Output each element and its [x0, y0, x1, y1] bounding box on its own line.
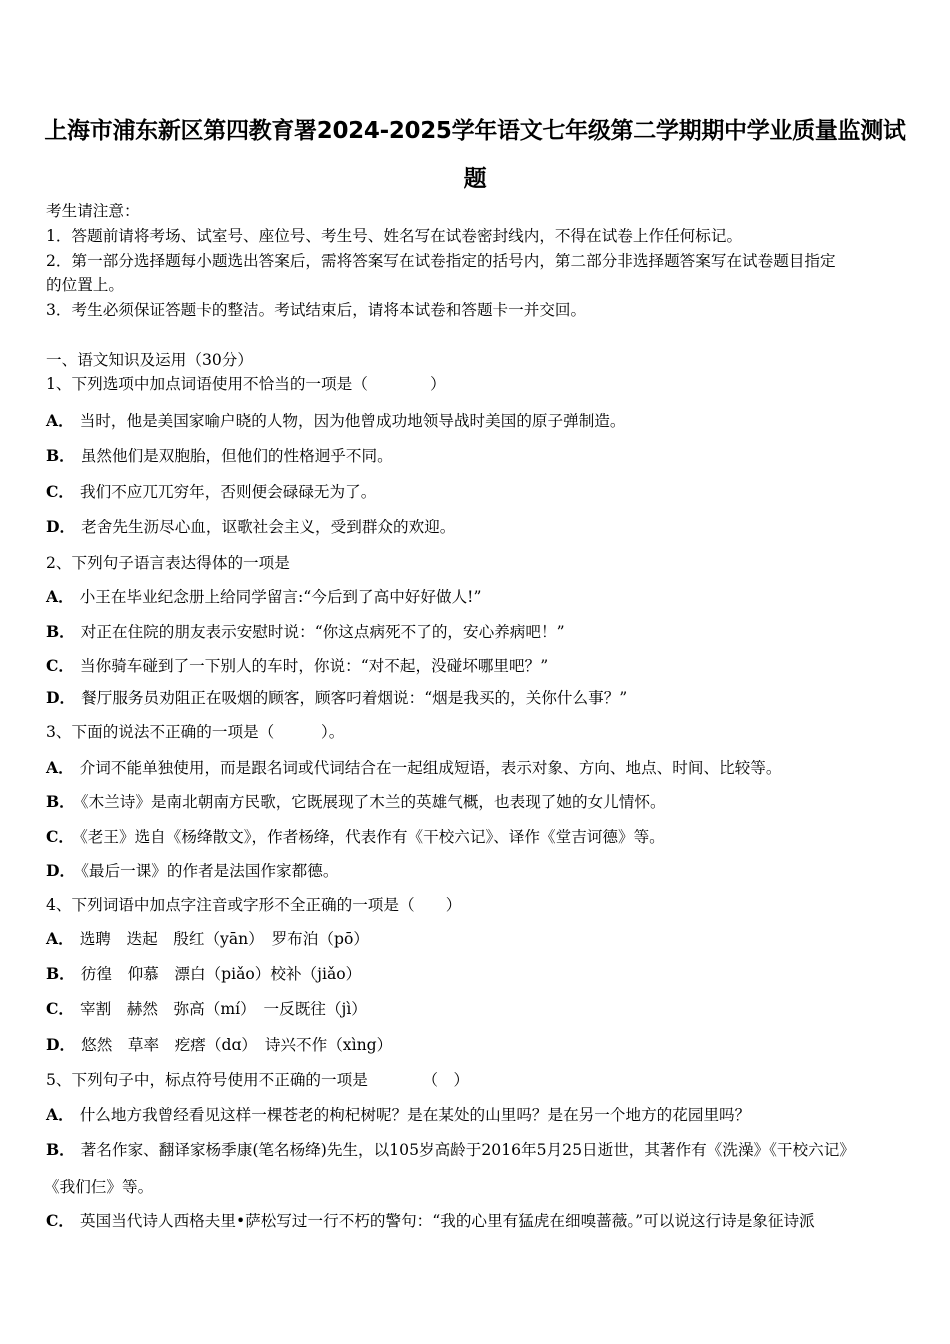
- line-text: 《木兰诗》是南北朝南方民歌，它既展现了木兰的英雄气概，也表现了她的女儿情怀。: [80, 793, 666, 811]
- option-line: [46, 517, 455, 537]
- line-text: 《最后一课》的作者是法国作家都德。: [81, 862, 339, 880]
- option-label: B．: [46, 446, 75, 465]
- option-label: A．: [46, 758, 74, 777]
- option-line: [46, 964, 361, 984]
- text-line: [46, 553, 290, 573]
- option-line: [46, 688, 627, 708]
- line-text: 什么地方我曾经看见这样一棵苍老的枸杞树呢？是在某处的山里吗？是在另一个地方的花园里吗？: [79, 1106, 751, 1124]
- text-line: [46, 300, 586, 320]
- text-line: [46, 895, 461, 915]
- line-text: 英国当代诗人西格夫里•萨松写过一行不朽的警句：“我的心里有猛虎在细嗅蔷薇。”可以说这行诗是象征诗派: [80, 1212, 815, 1230]
- text-line: [44, 1177, 153, 1197]
- line-text: 2．第一部分选择题每小题选出答案后，需将答案写在试卷指定的括号内，第二部分非选择题答案写在试卷题目指定: [46, 252, 836, 270]
- option-label: D．: [46, 1035, 76, 1054]
- option-line: [46, 999, 367, 1019]
- line-text: 著名作家、翻译家杨季康(笔名杨绛)先生，以105岁高龄于2016年5月25日逝世，其著作有《洗澡》《干校六记》: [80, 1141, 855, 1159]
- option-label: C．: [46, 827, 75, 846]
- text-line: [46, 1070, 469, 1090]
- line-text: 1、下列选项中加点词语使用不恰当的一项是（ ）: [46, 375, 446, 393]
- document-title-line-1: 上海市浦东新区第四教育署2024-2025学年语文七年级第二学期期中学业质量监测试: [44, 118, 906, 144]
- line-text: 餐厅服务员劝阻正在吸烟的顾客，顾客叼着烟说：“烟是我买的，关你什么事？”: [81, 689, 628, 707]
- option-label: B．: [46, 792, 75, 811]
- line-text: 选聘 迭起 殷红（yān） 罗布泊（pō）: [79, 930, 369, 948]
- option-line: [46, 861, 338, 881]
- option-line: [46, 446, 393, 466]
- option-label: C．: [46, 656, 75, 675]
- option-line: [46, 1035, 392, 1055]
- line-text: 虽然他们是双胞胎，但他们的性格迥乎不同。: [80, 447, 393, 465]
- document-title-line-2: 题: [463, 166, 487, 192]
- option-line: [46, 792, 666, 812]
- line-text: 小王在毕业纪念册上给同学留言:“今后到了高中好好做人!”: [79, 588, 482, 606]
- line-text: 当你骑车碰到了一下别人的车时，你说：“对不起，没碰坏哪里吧？”: [80, 657, 549, 675]
- text-line: [46, 226, 742, 246]
- text-line: [46, 350, 253, 370]
- option-label: A．: [46, 1105, 74, 1124]
- line-text: 《老王》选自《杨绛散文》，作者杨绛，代表作有《干校六记》、译作《堂吉诃德》等。: [80, 828, 665, 846]
- line-text: 《我们仨》等。: [44, 1178, 154, 1196]
- option-label: C．: [46, 1211, 75, 1230]
- line-text: 的位置上。: [46, 276, 124, 294]
- option-label: D．: [46, 688, 76, 707]
- option-label: B．: [46, 622, 75, 641]
- option-line: [46, 758, 781, 778]
- option-label: A．: [46, 929, 74, 948]
- line-text: 宰割 赫然 弥高（mí） 一反既往（jì）: [80, 1000, 367, 1018]
- line-text: 当时，他是美国家喻户晓的人物，因为他曾成功地领导战时美国的原子弹制造。: [79, 412, 626, 430]
- line-text: 我们不应兀兀穷年，否则便会碌碌无为了。: [80, 483, 377, 501]
- line-text: 对正在住院的朋友表示安慰时说：“你这点病死不了的，安心养病吧！”: [80, 623, 565, 641]
- line-text: 悠然 草率 疙瘩（dɑ） 诗兴不作（xìng）: [81, 1036, 393, 1054]
- line-text: 5、下列句子中，标点符号使用不正确的一项是 （ ）: [46, 1071, 470, 1089]
- text-line: [46, 201, 140, 221]
- option-line: [46, 1105, 750, 1125]
- option-label: C．: [46, 999, 75, 1018]
- line-text: 4、下列词语中加点字注音或字形不全正确的一项是（ ）: [46, 896, 462, 914]
- line-text: 考生请注意：: [46, 202, 140, 220]
- text-line: [46, 275, 124, 295]
- line-text: 一、语文知识及运用（30分）: [46, 351, 253, 369]
- option-label: A．: [46, 411, 74, 430]
- option-label: D．: [46, 861, 76, 880]
- option-label: D．: [46, 517, 76, 536]
- option-line: [46, 1140, 855, 1160]
- option-label: B．: [46, 964, 75, 983]
- line-text: 3、下面的说法不正确的一项是（ ）。: [46, 723, 345, 741]
- line-text: 3．考生必须保证答题卡的整洁。考试结束后，请将本试卷和答题卡一并交回。: [46, 301, 587, 319]
- line-text: 介词不能单独使用，而是跟名词或代词结合在一起组成短语，表示对象、方向、地点、时间、比较等。: [79, 759, 782, 777]
- line-text: 老舍先生沥尽心血，讴歌社会主义，受到群众的欢迎。: [81, 518, 456, 536]
- option-line: [46, 622, 565, 642]
- line-text: 2、下列句子语言表达得体的一项是: [46, 554, 290, 572]
- option-label: C．: [46, 482, 75, 501]
- text-line: [46, 374, 446, 394]
- option-line: [46, 827, 665, 847]
- option-line: [46, 656, 548, 676]
- option-label: A．: [46, 587, 74, 606]
- option-line: [46, 411, 626, 431]
- option-line: [46, 929, 369, 949]
- option-line: [46, 587, 481, 607]
- text-line: [46, 251, 836, 271]
- option-line: [46, 482, 376, 502]
- option-label: B．: [46, 1140, 75, 1159]
- line-text: 彷徨 仰慕 漂白（piǎo）校补（jiǎo）: [80, 965, 362, 983]
- option-line: [46, 1211, 815, 1231]
- text-line: [46, 722, 344, 742]
- line-text: 1．答题前请将考场、试室号、座位号、考生号、姓名写在试卷密封线内，不得在试卷上作任何标记。: [46, 227, 743, 245]
